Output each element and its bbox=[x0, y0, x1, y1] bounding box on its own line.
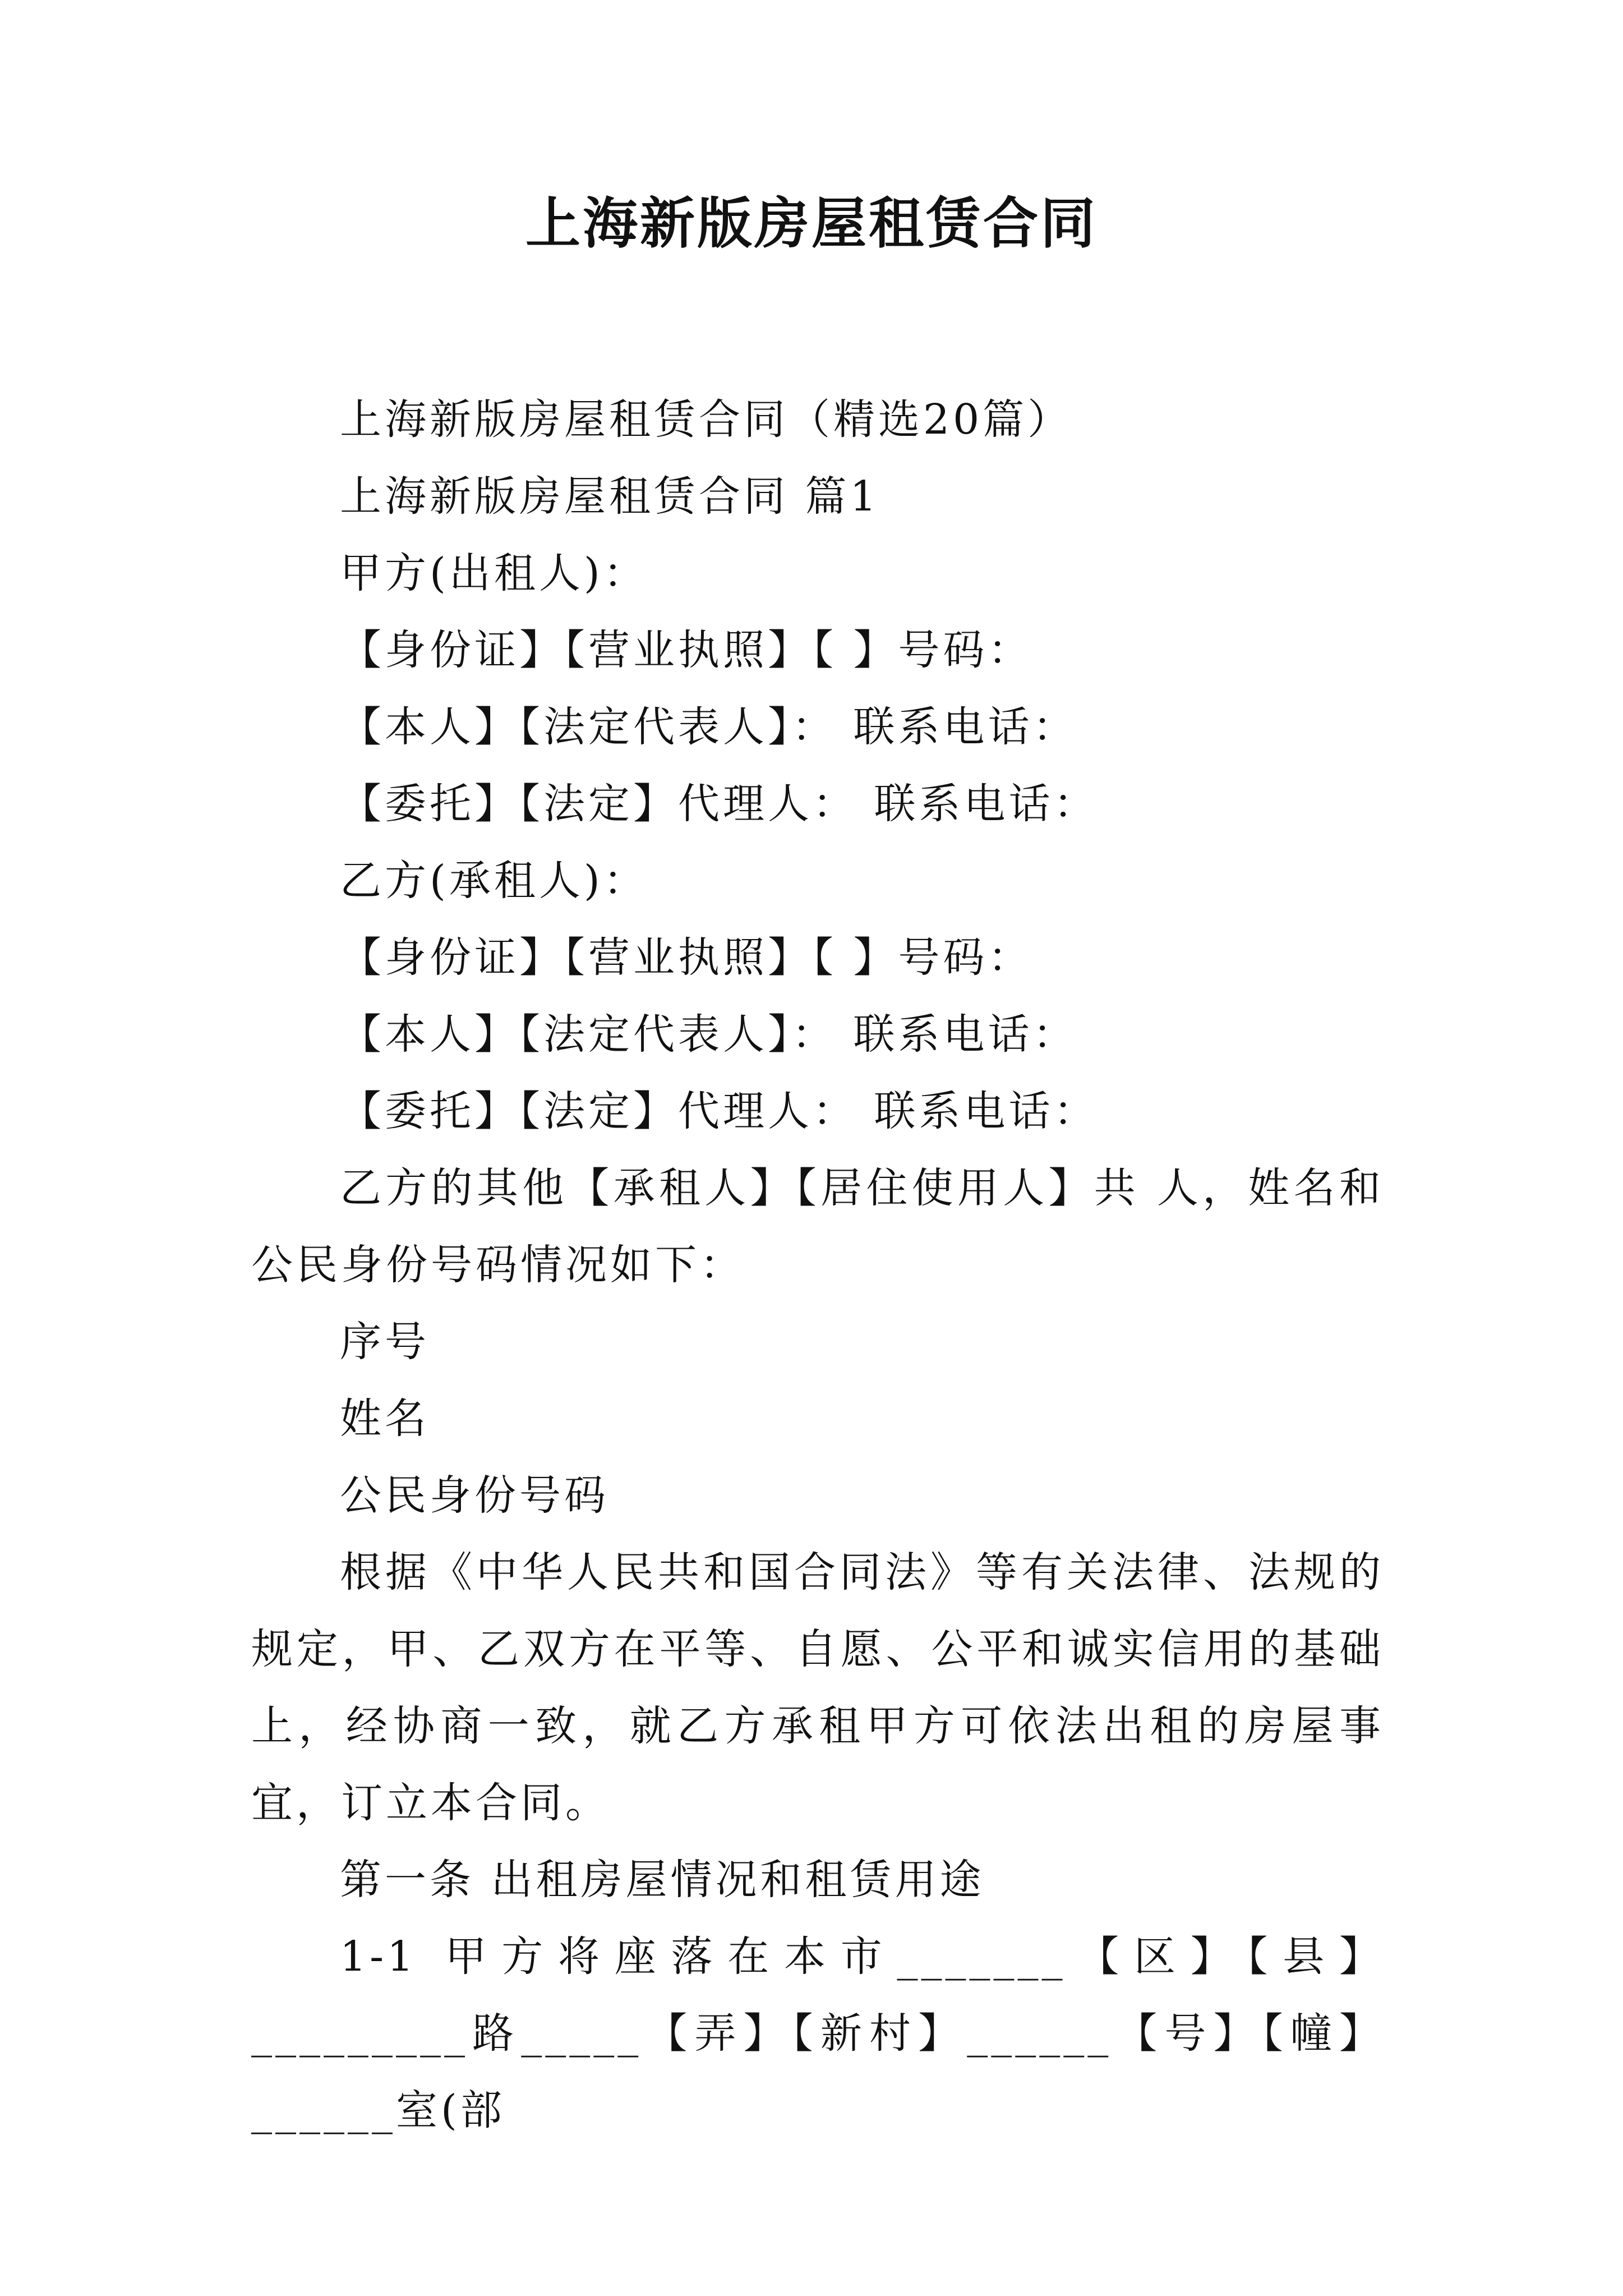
subtitle-selection: 上海新版房屋租赁合同（精选20篇） bbox=[340, 395, 1073, 444]
table-header-index: 序号 bbox=[340, 1318, 430, 1366]
other-occupants-paragraph: 乙方的其他【承租人】【居住使用人】共 人，姓名和公民身份号码情况如下： bbox=[251, 1164, 1384, 1289]
party-a-id-line: 【身份证】【营业执照】【 】号码： bbox=[340, 626, 1033, 674]
table-header-name: 姓名 bbox=[340, 1395, 430, 1443]
section-heading: 上海新版房屋租赁合同 篇1 bbox=[340, 472, 880, 521]
party-a-agent-line: 【委托】【法定】代理人： 联系电话： bbox=[340, 780, 1099, 828]
party-a-representative-line: 【本人】【法定代表人】： 联系电话： bbox=[340, 703, 1078, 751]
party-b-representative-line: 【本人】【法定代表人】： 联系电话： bbox=[340, 1010, 1078, 1059]
legal-basis-paragraph: 根据《中华人民共和国合同法》等有关法律、法规的规定，甲、乙双方在平等、自愿、公平和诚实信用的基础上，经协商一致，就乙方承租甲方可依法出租的房屋事宜，订立本合同。 bbox=[251, 1548, 1384, 1827]
party-b-agent-line: 【委托】【法定】代理人： 联系电话： bbox=[340, 1087, 1099, 1135]
document-body bbox=[251, 381, 1384, 2149]
party-b-heading: 乙方(承租人)： bbox=[340, 857, 648, 905]
party-b-id-line: 【身份证】【营业执照】【 】号码： bbox=[340, 933, 1033, 982]
table-header-id-number: 公民身份号码 bbox=[340, 1471, 609, 1520]
article-1-clause-1: 1-1 甲方将座落在本市_______【区】【县】_________路_____【弄】【新村】______【号】【幢】______室(部 bbox=[251, 1932, 1384, 2134]
party-a-heading: 甲方(出租人)： bbox=[340, 549, 648, 597]
document-title: 上海新版房屋租赁合同 bbox=[525, 191, 1098, 256]
article-1-heading: 第一条 出租房屋情况和租赁用途 bbox=[340, 1856, 985, 1904]
